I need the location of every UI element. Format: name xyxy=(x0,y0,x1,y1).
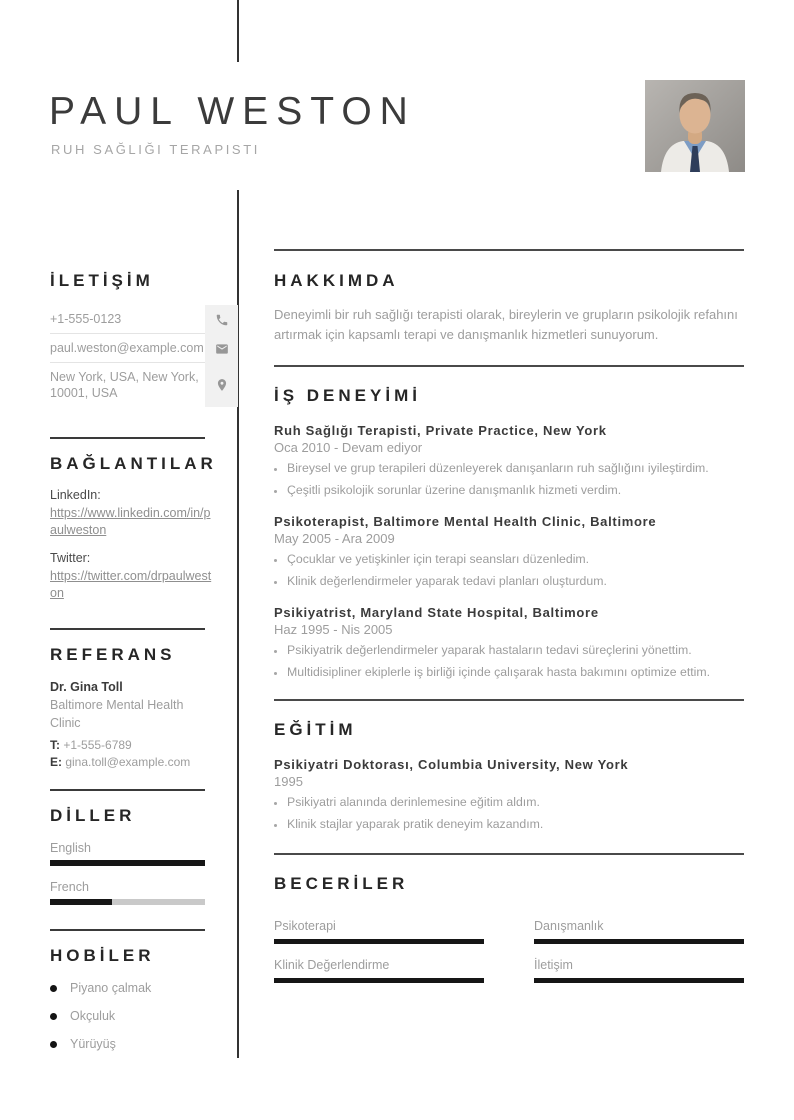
contact-email-row xyxy=(50,334,238,363)
languages-heading: DİLLER xyxy=(50,806,136,825)
job-bullet-text: Çeşitli psikolojik sorunlar üzerine danışmanlık hizmeti verdim. xyxy=(287,483,622,497)
skill-name: Psikoterapi xyxy=(274,919,336,933)
reference-section xyxy=(50,628,238,769)
linkedin-link[interactable]: https://www.linkedin.com/in/paulweston xyxy=(50,506,211,537)
link-label-twitter: Twitter: xyxy=(50,551,91,565)
contact-phone-row xyxy=(50,305,238,334)
bullet-icon xyxy=(274,581,277,584)
language-item xyxy=(50,880,205,905)
language-level-fill xyxy=(50,899,112,905)
envelope-icon xyxy=(205,334,238,363)
skills-section xyxy=(274,853,744,983)
job-bullet-text: Çocuklar ve yetişkinler için terapi seansları düzenledim. xyxy=(287,552,590,566)
job-entry xyxy=(274,604,744,681)
hobbies-heading: HOBİLER xyxy=(50,946,155,965)
bullet-icon xyxy=(274,559,277,562)
language-name: English xyxy=(50,841,91,855)
section-divider xyxy=(274,853,744,855)
section-divider xyxy=(274,249,744,251)
contact-address-value: New York, USA, New York, 10001, USA xyxy=(50,370,199,400)
skill-item xyxy=(274,958,484,983)
skill-level-bar xyxy=(534,939,744,944)
reference-heading: REFERANS xyxy=(50,645,176,664)
reference-phone-line xyxy=(50,738,238,752)
link-label-linkedin: LinkedIn: xyxy=(50,488,101,502)
education-title: Psikiyatri Doktorası, Columbia University, New York xyxy=(274,757,629,772)
job-title: Psikiyatrist, Maryland State Hospital, Baltimore xyxy=(274,605,599,620)
sidebar xyxy=(50,0,238,1051)
section-divider xyxy=(274,699,744,701)
skill-level-bar xyxy=(274,978,484,983)
skill-level-fill xyxy=(274,939,484,944)
location-pin-icon xyxy=(205,363,238,407)
language-level-bar xyxy=(50,899,205,905)
education-heading: EĞİTİM xyxy=(274,720,357,739)
language-level-fill xyxy=(50,860,205,866)
language-level-bar xyxy=(50,860,205,866)
bullet-icon xyxy=(50,1013,57,1020)
reference-name: Dr. Gina Toll xyxy=(50,680,123,694)
job-title: Psikoterapist, Baltimore Mental Health Clinic, Baltimore xyxy=(274,514,657,529)
languages-section xyxy=(50,789,238,905)
skill-level-bar xyxy=(534,978,744,983)
bullet-icon xyxy=(274,672,277,675)
skill-name: İletişim xyxy=(534,958,573,972)
job-bullet xyxy=(274,573,744,590)
hobby-label: Piyano çalmak xyxy=(70,981,152,995)
person-name: PAUL WESTON xyxy=(49,90,416,133)
bullet-icon xyxy=(274,802,277,805)
reference-email-label: E: xyxy=(50,755,62,769)
reference-organization: Baltimore Mental Health Clinic xyxy=(50,698,184,730)
hobby-label: Yürüyüş xyxy=(70,1037,116,1051)
phone-icon xyxy=(205,305,238,334)
skills-heading: BECERİLER xyxy=(274,874,409,893)
section-divider xyxy=(50,789,205,791)
education-bullet-text: Klinik stajlar yaparak pratik deneyim kazandım. xyxy=(287,817,544,831)
hobby-item xyxy=(50,981,238,995)
bullet-icon xyxy=(274,824,277,827)
reference-email-value: gina.toll@example.com xyxy=(65,755,191,769)
contact-heading: İLETİŞİM xyxy=(50,271,154,290)
education-dates: 1995 xyxy=(274,774,303,789)
contact-address-row xyxy=(50,363,238,407)
skill-level-fill xyxy=(274,978,484,983)
job-bullet-text: Multidisipliner ekiplerle iş birliği içinde çalışarak hasta bakımını optimize ettim. xyxy=(287,665,711,679)
experience-section xyxy=(274,365,744,681)
hobbies-section xyxy=(50,929,238,1051)
hobby-item xyxy=(50,1037,238,1051)
bullet-icon xyxy=(50,985,57,992)
job-bullet xyxy=(274,482,744,499)
job-bullet-text: Klinik değerlendirmeler yaparak tedavi planları oluşturdum. xyxy=(287,574,607,588)
twitter-link[interactable]: https://twitter.com/drpaulweston xyxy=(50,569,212,600)
bullet-icon xyxy=(50,1041,57,1048)
skill-name: Klinik Değerlendirme xyxy=(274,958,390,972)
about-text: Deneyimli bir ruh sağlığı terapisti olarak, bireylerin ve grupların psikolojik refahını artırmak için kapsamlı terapi ve danışmanlık hizmetleri sunuyorum. xyxy=(274,307,738,342)
job-title: Ruh Sağlığı Terapisti, Private Practice, New York xyxy=(274,423,607,438)
language-item xyxy=(50,841,205,866)
job-entry xyxy=(274,422,744,499)
about-heading: HAKKIMDA xyxy=(274,271,399,290)
bullet-icon xyxy=(274,650,277,653)
job-entry xyxy=(274,513,744,590)
skills-grid xyxy=(274,919,744,983)
person-job-title: RUH SAĞLIĞI TERAPISTI xyxy=(51,142,260,157)
skill-level-fill xyxy=(534,978,744,983)
about-section xyxy=(274,249,744,345)
section-divider xyxy=(50,628,205,630)
job-dates: May 2005 - Ara 2009 xyxy=(274,531,395,546)
job-bullet xyxy=(274,664,744,681)
language-name: French xyxy=(50,880,89,894)
section-divider xyxy=(50,929,205,931)
skill-level-bar xyxy=(274,939,484,944)
reference-phone-label: T: xyxy=(50,738,60,752)
education-bullet-text: Psikiyatri alanında derinlemesine eğitim aldım. xyxy=(287,795,540,809)
job-dates: Oca 2010 - Devam ediyor xyxy=(274,440,423,455)
contact-phone-value: +1-555-0123 xyxy=(50,305,205,334)
main-content xyxy=(274,0,744,983)
skill-item xyxy=(534,958,744,983)
hobby-label: Okçuluk xyxy=(70,1009,116,1023)
job-bullet-text: Bireysel ve grup terapileri düzenleyerek danışanların ruh sağlığını iyileştirdim. xyxy=(287,461,709,475)
skill-level-fill xyxy=(534,939,744,944)
contact-section xyxy=(50,270,238,407)
job-bullet xyxy=(274,460,744,477)
reference-email-line xyxy=(50,755,238,769)
skill-item xyxy=(534,919,744,944)
bullet-icon xyxy=(274,468,277,471)
reference-phone-value: +1-555-6789 xyxy=(63,738,132,752)
contact-rows xyxy=(50,305,238,407)
education-bullet xyxy=(274,794,744,811)
bullet-icon xyxy=(274,490,277,493)
hobby-item xyxy=(50,1009,238,1023)
education-section xyxy=(274,699,744,833)
education-bullet xyxy=(274,816,744,833)
job-dates: Haz 1995 - Nis 2005 xyxy=(274,622,393,637)
links-section xyxy=(50,437,238,602)
education-entry xyxy=(274,756,744,833)
experience-heading: İŞ DENEYİMİ xyxy=(274,386,421,405)
skill-item xyxy=(274,919,484,944)
section-divider xyxy=(274,365,744,367)
section-divider xyxy=(50,437,205,439)
links-heading: BAĞLANTILAR xyxy=(50,454,217,473)
job-bullet xyxy=(274,551,744,568)
contact-email-value: paul.weston@example.com xyxy=(50,334,205,363)
skill-name: Danışmanlık xyxy=(534,919,604,933)
job-bullet xyxy=(274,642,744,659)
job-bullet-text: Psikiyatrik değerlendirmeler yaparak hastaların tedavi süreçlerini yönettim. xyxy=(287,643,692,657)
